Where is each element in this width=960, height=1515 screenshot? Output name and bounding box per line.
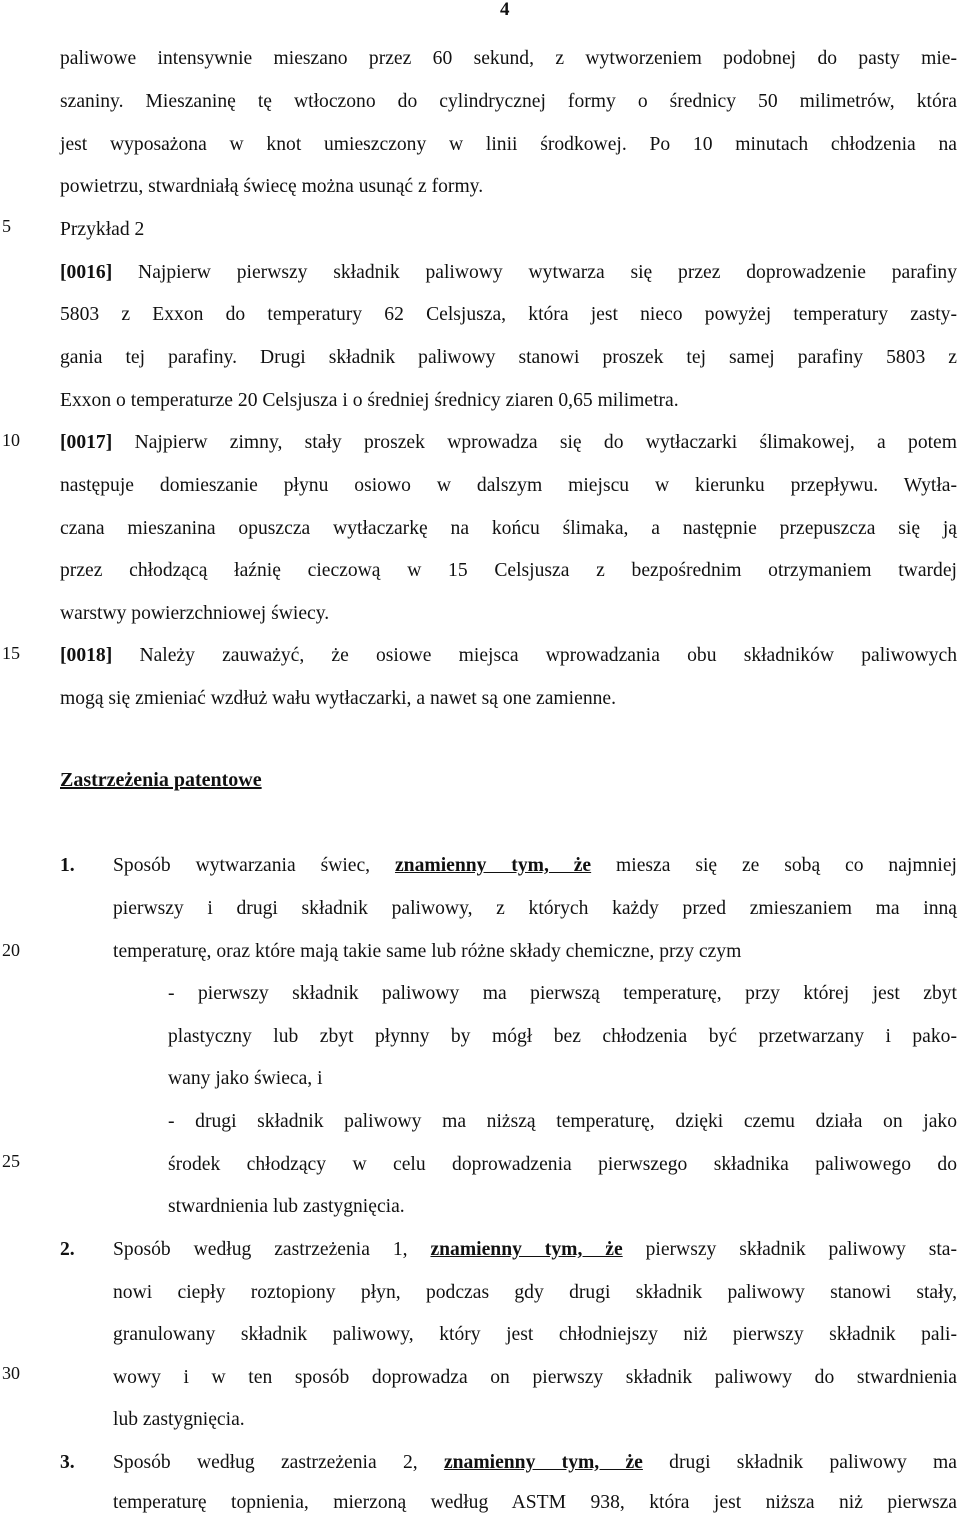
- claim-3-number: 3.: [60, 1452, 75, 1473]
- text-line: temperaturę topnienia, mierzoną według ASTM 938, która jest niższa niż pierwsza: [113, 1492, 957, 1513]
- claim-1-number: 1.: [60, 855, 75, 876]
- claim-2-line: Sposób według zastrzeżenia 1, znamienny tym, że pierwszy składnik paliwowy sta-: [113, 1239, 957, 1260]
- claim-1-line: Sposób wytwarzania świec, znamienny tym, że miesza się ze sobą co najmniej: [113, 855, 957, 876]
- text-line: następuje domieszanie płynu osiowo w dalszym miejscu w kierunku przepływu. Wytła-: [60, 475, 957, 496]
- paragraph-0017-line: [0017] Najpierw zimny, stały proszek wprowadza się do wytłaczarki ślimakowej, a potem: [60, 432, 957, 453]
- claims-heading: Zastrzeżenia patentowe: [60, 769, 262, 791]
- text-line: wany jako świeca, i: [168, 1068, 323, 1089]
- text-line: jest wyposażona w knot umieszczony w linii środkowej. Po 10 minutach chłodzenia na: [60, 134, 957, 155]
- text-line: temperaturę, oraz które mają takie same lub różne składy chemiczne, przy czym: [113, 941, 742, 962]
- text-line: gania tej parafiny. Drugi składnik paliwowy stanowi proszek tej samej parafiny 5803 z: [60, 347, 957, 368]
- text-line: nowi ciepły roztopiony płyn, podczas gdy drugi składnik paliwowy stanowi stały,: [113, 1282, 957, 1303]
- line-number-10: 10: [2, 430, 20, 450]
- paragraph-ref: [0017]: [60, 432, 113, 453]
- line-number-5: 5: [2, 216, 11, 236]
- text-line: plastyczny lub zbyt płynny by mógł bez chłodzenia być przetwarzany i pako-: [168, 1026, 957, 1047]
- text-line: stwardnienia lub zastygnięcia.: [168, 1196, 405, 1217]
- text-line: wowy i w ten sposób doprowadza on pierwszy składnik paliwowy do stwardnienia: [113, 1367, 957, 1388]
- text-line: czana mieszanina opuszcza wytłaczarkę na końcu ślimaka, a następnie przepuszcza się ją: [60, 518, 957, 539]
- paragraph-ref: [0016]: [60, 262, 113, 283]
- paragraph-0016-line: [0016] Najpierw pierwszy składnik paliwowy wytwarza się przez doprowadzenie parafiny: [60, 262, 957, 283]
- text-line: szaniny. Mieszaninę tę wtłoczono do cylindrycznej formy o średnicy 50 milimetrów, która: [60, 91, 957, 112]
- text-line: środek chłodzący w celu doprowadzenia pierwszego składnika paliwowego do: [168, 1154, 957, 1175]
- text-line: granulowany składnik paliwowy, który jest chłodniejszy niż pierwszy składnik pali-: [113, 1324, 957, 1345]
- page-number: 4: [500, 0, 510, 20]
- line-number-20: 20: [2, 940, 20, 960]
- line-number-15: 15: [2, 643, 20, 663]
- line-number-25: 25: [2, 1151, 20, 1171]
- text-line: - drugi składnik paliwowy ma niższą temperaturę, dzięki czemu działa on jako: [168, 1111, 957, 1132]
- text-line: pierwszy i drugi składnik paliwowy, z których każdy przed zmieszaniem ma inną: [113, 898, 957, 919]
- text-line: - pierwszy składnik paliwowy ma pierwszą temperaturę, przy której jest zbyt: [168, 983, 957, 1004]
- paragraph-ref: [0018]: [60, 645, 113, 666]
- claim-3-line: Sposób według zastrzeżenia 2, znamienny tym, że drugi składnik paliwowy ma: [113, 1452, 957, 1473]
- text-line: Exxon o temperaturze 20 Celsjusza i o średniej średnicy ziaren 0,65 milimetra.: [60, 390, 679, 411]
- claim-2-number: 2.: [60, 1239, 75, 1260]
- text-line: lub zastygnięcia.: [113, 1409, 245, 1430]
- line-number-30: 30: [2, 1363, 20, 1383]
- text-line: powietrzu, stwardniałą świecę można usunąć z formy.: [60, 176, 484, 197]
- text-line: przez chłodzącą łaźnię cieczową w 15 Celsjusza z bezpośrednim otrzymaniem twardej: [60, 560, 957, 581]
- section-title-example-2: Przykład 2: [60, 219, 145, 240]
- paragraph-0018-line: [0018] Należy zauważyć, że osiowe miejsca wprowadzania obu składników paliwowych: [60, 645, 957, 666]
- text-line: mogą się zmieniać wzdłuż wału wytłaczarki, a nawet są one zamienne.: [60, 688, 617, 709]
- text-line: paliwowe intensywnie mieszano przez 60 sekund, z wytworzeniem podobnej do pasty mie-: [60, 48, 957, 69]
- text-line: 5803 z Exxon do temperatury 62 Celsjusza, która jest nieco powyżej temperatury zasty-: [60, 304, 957, 325]
- text-line: warstwy powierzchniowej świecy.: [60, 603, 330, 624]
